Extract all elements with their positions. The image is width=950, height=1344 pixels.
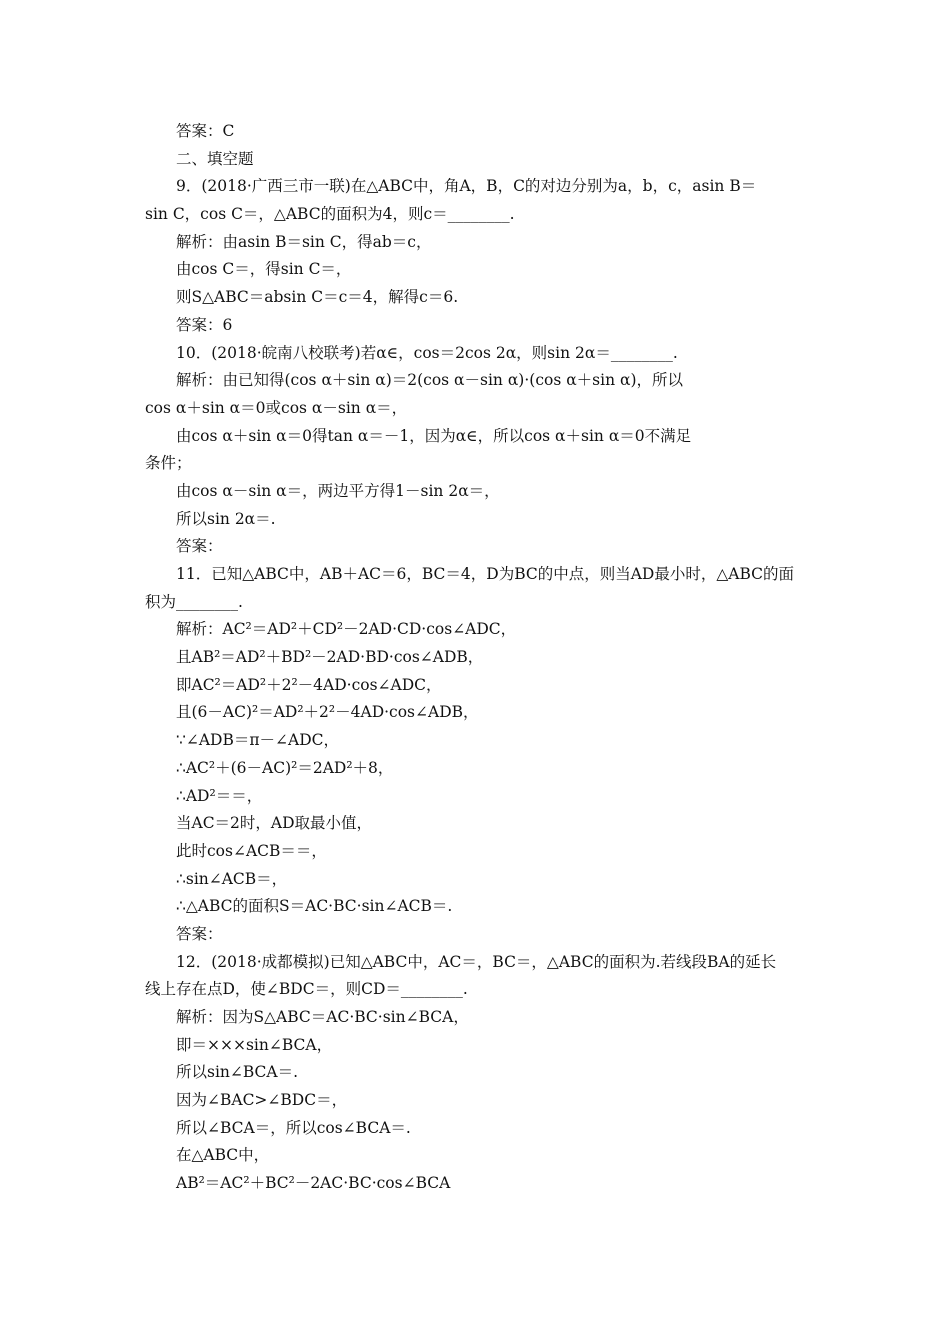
text-line: 所以sin 2α＝. (176, 509, 276, 528)
text-line: 由cos α＋sin α＝0得tan α＝－1，因为α∈，所以cos α＋sin α＝0不满足 (176, 426, 692, 445)
text-line: 解析：由已知得(cos α＋sin α)＝2(cos α－sin α)·(cos α＋sin α)，所以 (176, 371, 684, 390)
text-line: 由cos α－sin α＝，两边平方得1－sin 2α＝， (176, 481, 500, 500)
text-line: 所以sin∠BCA＝. (176, 1063, 299, 1082)
text-line: 此时cos∠ACB＝＝， (176, 841, 327, 860)
text-line: 积为________. (145, 592, 243, 611)
text-line: 9．(2018·广西三市一联)在△ABC中，角A，B，C的对边分别为a，b，c，asin B＝ (176, 177, 757, 196)
text-line: 答案：C (176, 122, 235, 140)
text-line: 解析：AC²＝AD²＋CD²－2AD·CD·cos∠ADC， (176, 620, 517, 639)
text-line: 11．已知△ABC中，AB＋AC＝6，BC＝4，D为BC的中点，则当AD最小时，△ABC的面 (176, 565, 795, 583)
text-line: 即AC²＝AD²＋2²－4AD·cos∠ADC， (176, 675, 442, 694)
text-line: 所以∠BCA＝，所以cos∠BCA＝. (176, 1118, 411, 1137)
text-line: 线上存在点D，使∠BDC＝，则CD＝________. (145, 980, 468, 999)
text-line: 二、填空题 (176, 149, 254, 168)
text-line: 答案： (176, 537, 223, 556)
text-line: 且(6－AC)²＝AD²＋2²－4AD·cos∠ADB， (176, 703, 479, 722)
text-line: 因为∠BAC>∠BDC＝， (176, 1091, 348, 1110)
text-line: 则S△ABC＝absin C＝c＝4，解得c＝6. (176, 288, 459, 307)
text-line: 解析：因为S△ABC＝AC·BC·sin∠BCA， (176, 1008, 469, 1026)
text-line: ∴sin∠ACB＝， (176, 869, 288, 888)
text-line: ∴AC²＋(6－AC)²＝2AD²＋8， (176, 758, 394, 777)
text-line: AB²＝AC²＋BC²－2AC·BC·cos∠BCA (176, 1174, 451, 1193)
text-line: 10．(2018·皖南八校联考)若α∈，cos＝2cos 2α，则sin 2α＝________. (176, 343, 678, 362)
text-line: cos α＋sin α＝0或cos α－sin α＝， (145, 398, 408, 417)
text-line: 答案： (176, 924, 223, 943)
text-line: 且AB²＝AD²＋BD²－2AD·BD·cos∠ADB， (176, 648, 484, 667)
text-line: 当AC＝2时，AD取最小值， (176, 814, 373, 833)
text-line: 在△ABC中， (176, 1146, 270, 1165)
text-line: 条件； (145, 454, 192, 473)
document-body (145, 118, 807, 1198)
text-line: 答案：6 (176, 315, 233, 334)
text-line: 由cos C＝，得sin C＝， (176, 260, 352, 279)
text-line: ∴△ABC的面积S＝AC·BC·sin∠ACB＝. (176, 897, 453, 916)
text-line: 解析：由asin B＝sin C，得ab＝c， (176, 232, 432, 251)
text-line: 12．(2018·成都模拟)已知△ABC中，AC＝，BC＝，△ABC的面积为.若线段BA的延长 (176, 952, 777, 971)
text-line: ∴AD²＝＝， (176, 786, 263, 805)
text-line: sin C，cos C＝，△ABC的面积为4，则c＝________. (145, 205, 515, 224)
text-line: ∵∠ADB＝π－∠ADC， (176, 731, 340, 750)
text-line: 即＝×××sin∠BCA， (176, 1035, 333, 1054)
